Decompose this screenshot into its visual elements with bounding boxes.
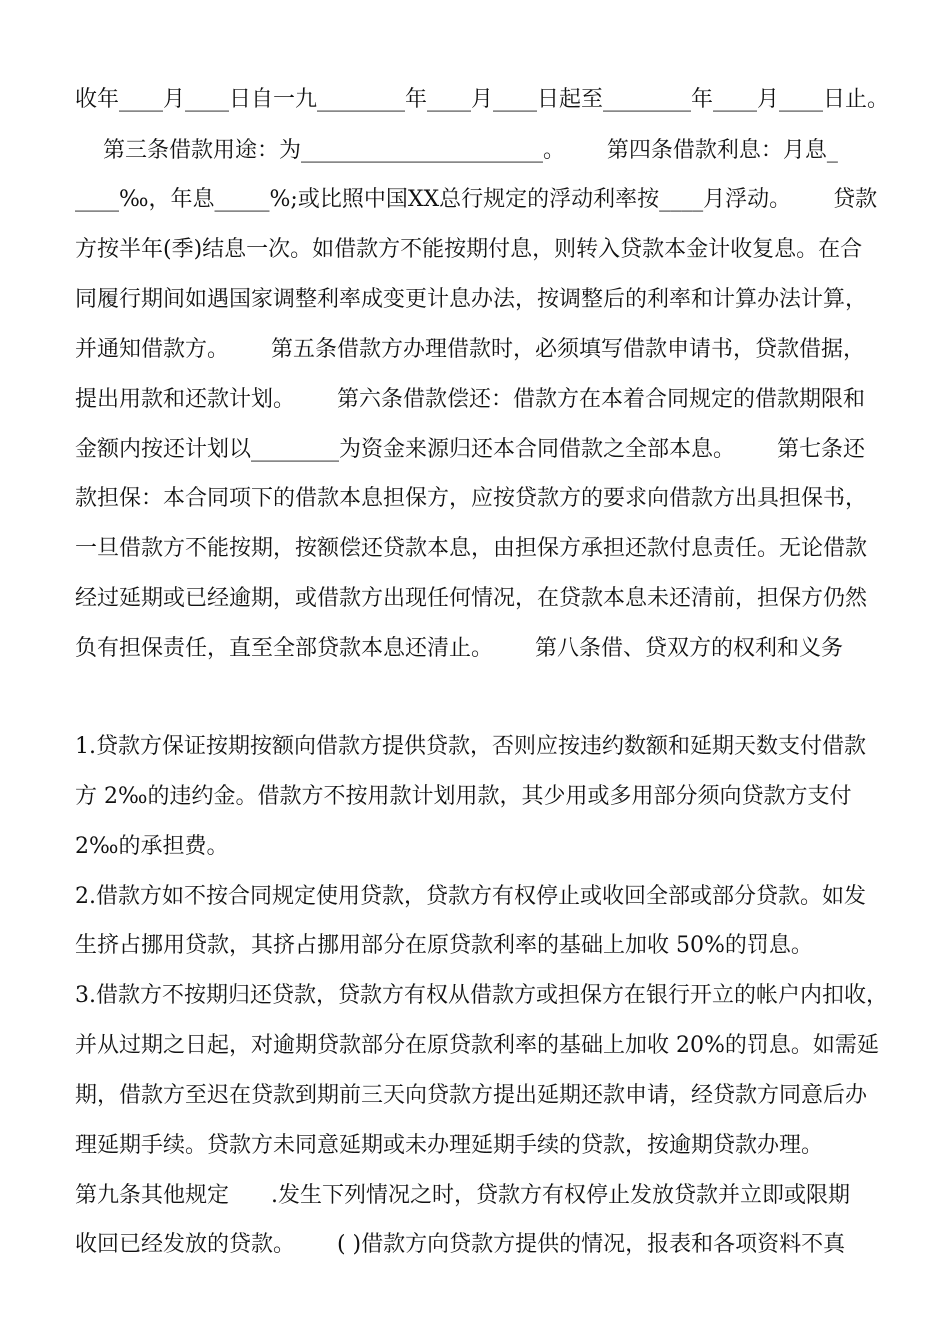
text-line: 并通知借款方。 第五条借款方办理借款时，必须填写借款申请书，贷款借据，: [75, 337, 865, 362]
text-line: 一旦借款方不能按期，按额偿还贷款本息，由担保方承担还款付息责任。无论借款: [75, 536, 868, 561]
text-line: 并从过期之日起，对逾期贷款部分在原贷款利率的基础上加收 20%的罚息。如需延: [75, 1033, 879, 1058]
text-line: 方 2‰的违约金。借款方不按用款计划用款，其少用或多用部分须向贷款方支付: [75, 784, 852, 809]
text-line: 款担保：本合同项下的借款本息担保方，应按贷款方的要求向借款方出具担保书，: [75, 486, 868, 511]
text-line: 理延期手续。贷款方未同意延期或未办理延期手续的贷款，按逾期贷款办理。: [75, 1133, 824, 1158]
text-line: 收年____月____日自一九________年____月____日起至________年____月____日止。: [75, 87, 890, 112]
text-line: 负有担保责任，直至全部贷款本息还清止。 第八条借、贷双方的权利和义务: [75, 636, 843, 661]
text-line: 1.贷款方保证按期按额向借款方提供贷款，否则应按违约数额和延期天数支付借款: [75, 734, 866, 759]
text-line: 2.借款方如不按合同规定使用贷款，贷款方有权停止或收回全部或部分贷款。如发: [75, 884, 866, 909]
text-line: 生挤占挪用贷款，其挤占挪用部分在原贷款利率的基础上加收 50%的罚息。: [75, 933, 813, 958]
text-line: 金额内按还计划以________为资金来源归还本合同借款之全部本息。 第七条还: [75, 437, 865, 462]
text-line: 收回已经发放的贷款。 ( )借款方向贷款方提供的情况，报表和各项资料不真: [75, 1232, 846, 1257]
text-line: 提出用款和还款计划。 第六条借款偿还：借款方在本着合同规定的借款期限和: [75, 387, 865, 412]
text-line: 经过延期或已经逾期，或借款方出现任何情况，在贷款本息未还清前，担保方仍然: [75, 586, 868, 611]
text-line: 方按半年(季)结息一次。如借款方不能按期付息，则转入贷款本金计收复息。在合: [75, 237, 863, 262]
text-line: 期，借款方至迟在贷款到期前三天向贷款方提出延期还款申请，经贷款方同意后办: [75, 1083, 868, 1108]
text-line: 第九条其他规定 .发生下列情况之时，贷款方有权停止发放贷款并立即或限期: [75, 1183, 850, 1208]
text-line: ____‰，年息_____%;或比照中国XX总行规定的浮动利率按____月浮动。 贷款: [75, 187, 878, 212]
text-line: 同履行期间如遇国家调整利率成变更计息办法，按调整后的利率和计算办法计算，: [75, 287, 868, 312]
text-line: 3.借款方不按期归还贷款，贷款方有权从借款方或担保方在银行开立的帐户内扣收，: [75, 983, 888, 1008]
text-line: 第三条借款用途：为______________________。 第四条借款利息：月息_: [75, 138, 838, 163]
text-line: 2‰的承担费。: [75, 834, 229, 859]
